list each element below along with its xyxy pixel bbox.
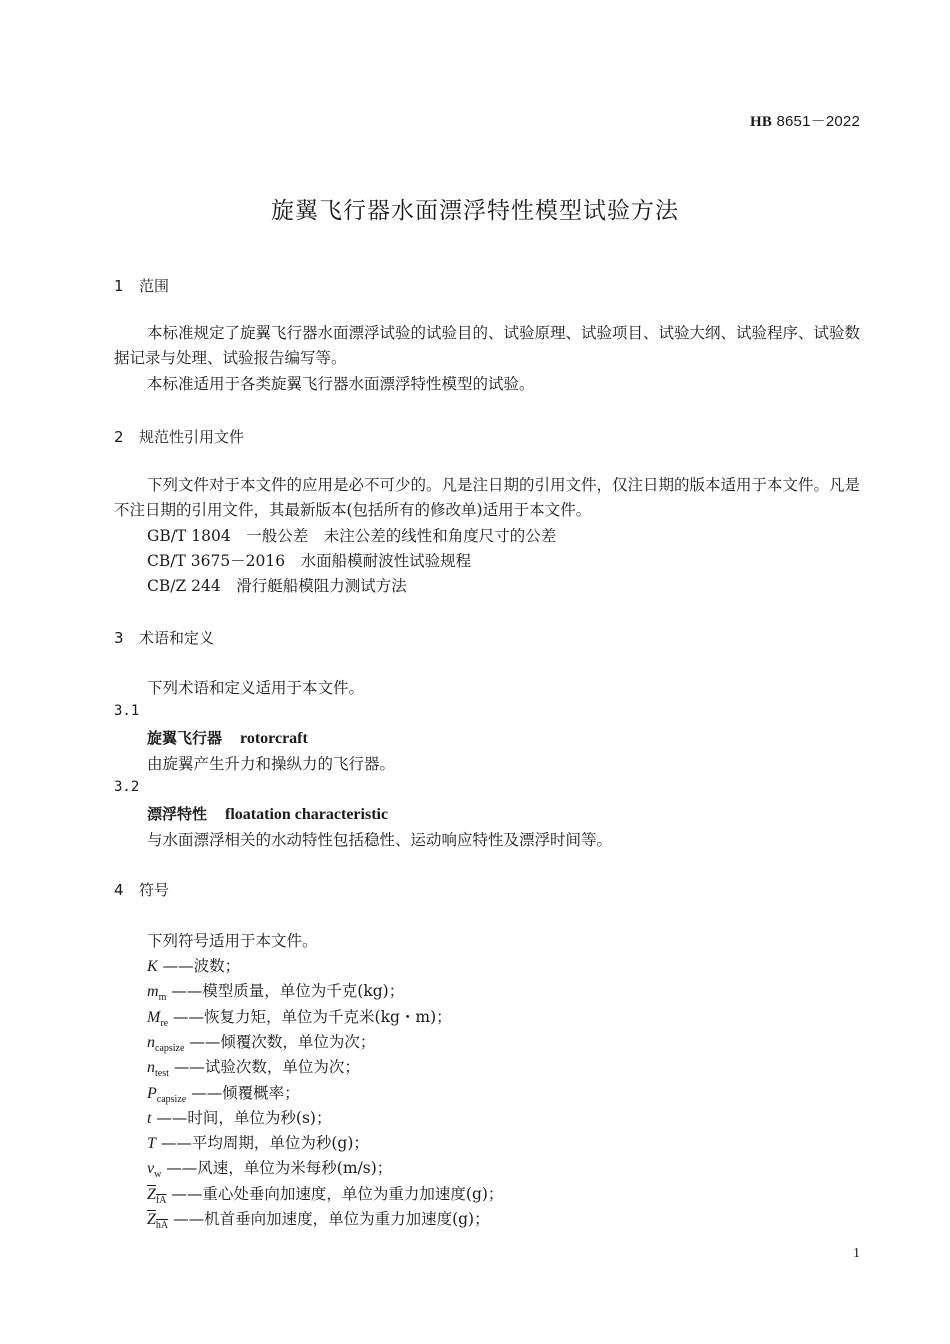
symbol-subscript: w (154, 1169, 162, 1181)
symbol-item (147, 1081, 300, 1105)
symbol-item (147, 1005, 452, 1029)
symbol (147, 957, 158, 975)
symbol (147, 1210, 169, 1232)
symbol-description: ——机首垂向加速度，单位为重力加速度(g)； (173, 1210, 490, 1228)
scope-paragraph-1: 本标准规定了旋翼飞行器水面漂浮试验的试验目的、试验原理、试验项目、试验大纲、试验程序、试验数据记录与处理、试验报告编写等。 (114, 324, 861, 367)
reference-item: GB/T 1804 一般公差 未注公差的线性和角度尺寸的公差 (147, 527, 557, 545)
symbol-item (147, 1030, 375, 1054)
symbol-description: ——试验次数，单位为次； (173, 1058, 360, 1077)
symbol-main: Z (147, 1185, 156, 1203)
page-number: 1 (853, 1246, 860, 1261)
symbol-description: ——时间，单位为秒(s)； (156, 1108, 332, 1127)
symbol-main: t (147, 1109, 152, 1127)
section-heading-3: 3 术语和定义 (114, 629, 215, 647)
symbol-subscript: fA (155, 1194, 167, 1206)
symbol (147, 1008, 169, 1029)
symbol-subscript: capsize (155, 1042, 185, 1054)
symbol-item (147, 979, 404, 1003)
symbol-description: ——倾覆次数，单位为次； (189, 1032, 376, 1051)
term-number: 3.1 (114, 703, 140, 719)
symbol-subscript: m (158, 992, 167, 1004)
symbol-description: ——波数； (162, 957, 241, 975)
symbol-subscript: hA (155, 1220, 169, 1232)
section-heading-1: 1 范围 (114, 277, 170, 295)
symbol-main: n (147, 1033, 155, 1051)
standard-code: 8651－2022 (776, 113, 860, 130)
symbol-main: v (147, 1160, 155, 1178)
term-heading: 漂浮特性 floatation characteristic (147, 805, 389, 823)
term-definition: 由旋翼产生升力和操纵力的飞行器。 (147, 755, 396, 773)
symbol-main: P (147, 1084, 157, 1102)
term-definition: 与水面漂浮相关的水动特性包括稳性、运动响应特性及漂浮时间等。 (147, 831, 613, 849)
standard-number (750, 110, 860, 131)
symbol (147, 1033, 185, 1054)
symbol-item (147, 954, 240, 976)
symbol-description: ——倾覆概率； (191, 1083, 300, 1102)
section-heading-4: 4 符号 (114, 881, 170, 899)
symbol-item (147, 1182, 503, 1206)
reference-item: CB/T 3675－2016 水面船模耐波性试验规程 (147, 552, 472, 570)
symbol (147, 1159, 162, 1181)
symbol-main: T (147, 1135, 156, 1153)
document-title: 旋翼飞行器水面漂浮特性模型试验方法 (271, 198, 679, 224)
term-number: 3.2 (114, 779, 140, 795)
symbol-item (147, 1207, 490, 1231)
symbol-main: n (147, 1059, 155, 1077)
symbol (147, 1084, 187, 1105)
symbol-main: K (147, 958, 158, 975)
symbol-main: M (147, 1008, 161, 1026)
symbol-description: ——重心处垂向加速度，单位为重力加速度(g)； (171, 1184, 504, 1203)
terms-intro: 下列术语和定义适用于本文件。 (147, 679, 365, 697)
symbol-main: Z (147, 1211, 156, 1228)
symbol-description: ——恢复力矩，单位为千克米(kg・m)； (173, 1007, 452, 1026)
standard-prefix: HB (750, 114, 773, 130)
symbol (147, 982, 167, 1004)
symbol-item (147, 1156, 392, 1180)
symbol-description: ——风速，单位为米每秒(m/s)； (166, 1159, 393, 1178)
symbol-subscript: re (160, 1017, 169, 1029)
term-heading: 旋翼飞行器 rotorcraft (147, 729, 308, 747)
symbol-item (147, 1131, 369, 1153)
symbol (147, 1134, 156, 1152)
symbol-item (147, 1106, 331, 1128)
refs-intro: 下列文件对于本文件的应用是必不可少的。凡是注日期的引用文件，仅注日期的版本适用于本文件。凡是不注日期的引用文件，其最新版本(包括所有的修改单)适用于本文件。 (114, 476, 861, 519)
symbol-subscript: capsize (156, 1093, 187, 1105)
symbol-subscript: test (155, 1068, 169, 1080)
symbol (147, 1185, 167, 1206)
symbols-intro: 下列符号适用于本文件。 (147, 932, 318, 950)
symbol-main: m (147, 983, 159, 1001)
symbol-description: ——平均周期，单位为秒(g)； (160, 1134, 369, 1153)
reference-item: CB/Z 244 滑行艇船模阻力测试方法 (147, 577, 407, 595)
section-heading-2: 2 规范性引用文件 (114, 428, 245, 446)
scope-paragraph-2: 本标准适用于各类旋翼飞行器水面漂浮特性模型的试验。 (147, 375, 535, 393)
symbol (147, 1109, 151, 1127)
symbol (147, 1058, 169, 1080)
symbol-description: ——模型质量，单位为千克(kg)； (171, 982, 405, 1001)
symbol-item (147, 1055, 360, 1079)
